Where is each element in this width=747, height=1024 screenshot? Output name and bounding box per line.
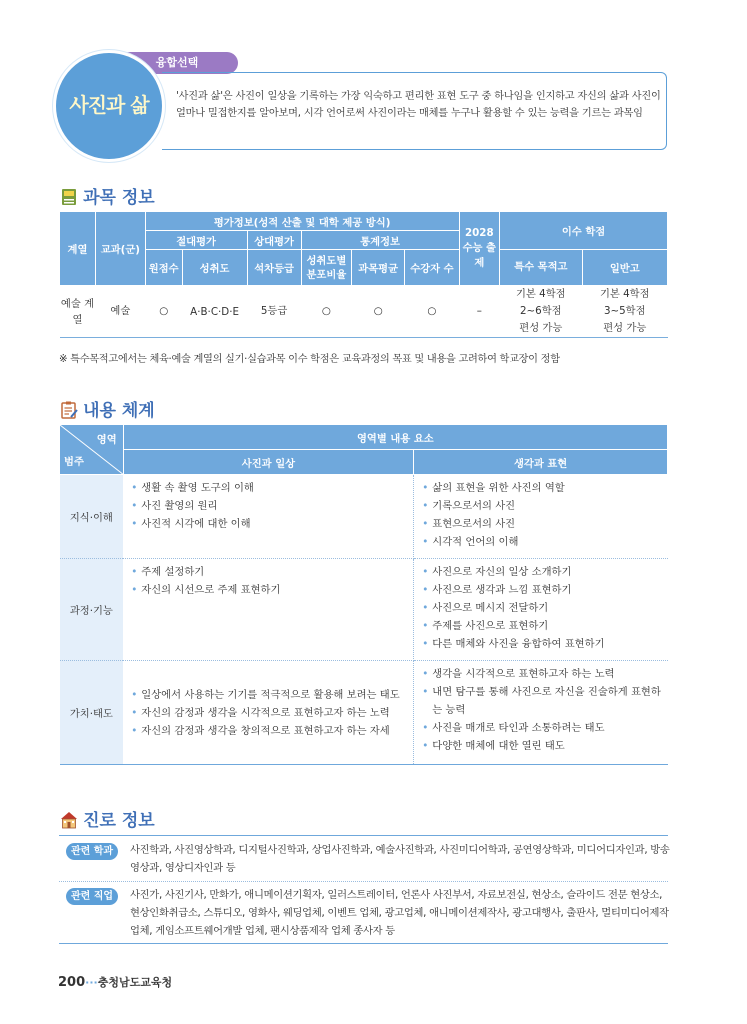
th-special: 특수 목적고 — [500, 250, 582, 286]
td-field: 예술 계열 — [60, 286, 96, 338]
list-item: • 일상에서 사용하는 기기를 적극적으로 활용해 보려는 태도 — [131, 686, 413, 704]
list-item: • 주제 설정하기 — [131, 563, 413, 581]
clipboard-icon — [60, 401, 78, 419]
content-system-table — [59, 424, 668, 765]
td-rank-grade: 5등급 — [247, 286, 301, 338]
list-item: • 표현으로서의 사진 — [422, 515, 667, 533]
th-relative: 상대평가 — [247, 231, 301, 250]
list-item: • 생각을 시각적으로 표현하고자 하는 노력 — [422, 665, 667, 683]
cell-col2 — [414, 559, 668, 661]
content-heading-wrap — [60, 396, 155, 421]
th-area-elements: 영역별 내용 요소 — [123, 425, 667, 450]
list-item: • 사진으로 메시지 전달하기 — [422, 599, 667, 617]
row-label: 가치·태도 — [60, 661, 124, 765]
th-raw-score: 원점수 — [145, 250, 182, 286]
list-item: • 사진을 매개로 타인과 소통하려는 태도 — [422, 719, 667, 737]
td-suneung: – — [459, 286, 500, 338]
td-course-avg: ○ — [352, 286, 405, 338]
list-item: • 자신의 시선으로 주제 표현하기 — [131, 581, 413, 599]
course-title: 사진과 삶 — [69, 93, 149, 117]
table-row — [60, 286, 668, 338]
related-job-badge: 관련 직업 — [66, 888, 118, 905]
list-item: • 삶의 표현을 위한 사진의 역할 — [422, 479, 667, 497]
career-divider — [59, 881, 668, 882]
th-field: 계열 — [60, 212, 96, 286]
cell-col2 — [414, 661, 668, 765]
list-item: • 기록으로서의 사진 — [422, 497, 667, 515]
list-item: • 사진으로 생각과 느낌 표현하기 — [422, 581, 667, 599]
career-top-line — [59, 835, 668, 836]
course-intro: '사진과 삶'은 사진이 일상을 기록하는 가장 익숙하고 편리한 표현 도구 중 하나임을 인지하고 자신의 삶과 사진이 얼마나 밀접한지를 알아보며, 시각 언어로써 사진이라는 매체를 누구나 활용할 수 있는 능력을 기르는 과목임 — [176, 91, 661, 119]
th-col2: 생각과 표현 — [414, 450, 668, 475]
td-achievement: A·B·C·D·E — [182, 286, 247, 338]
general-line-2: 3~5학점 — [603, 305, 646, 317]
th-suneung: 2028 수능 출제 — [459, 212, 500, 286]
list-item: • 자신의 감정과 생각을 창의적으로 표현하고자 하는 자세 — [131, 722, 413, 740]
th-stats: 통계정보 — [301, 231, 459, 250]
footer-separator: ··· — [85, 976, 98, 989]
special-line-1: 기본 4학점 — [515, 288, 566, 300]
school-icon — [60, 811, 78, 829]
table-row — [60, 475, 668, 559]
table-row — [60, 661, 668, 765]
table-row — [60, 559, 668, 661]
row-label: 지식·이해 — [60, 475, 124, 559]
related-job-text: 사진가, 사진기사, 만화가, 애니메이션기획자, 일러스트레이터, 언론사 사진부서, 자료보전실, 현상소, 슬라이드 전문 현상소, 현상인화취급소, 스튜디오, 영화사, 웨딩업체, 이벤트 업체, 광고업체, 애니메이션제작사, 광고대행사, 출판사, 멀티미디어제작업체, 게임소프트웨어개발 업체, 팬시상품제작 업체 종사자 등 — [130, 889, 669, 937]
corner-area: 영역 — [96, 434, 117, 446]
cell-col1 — [123, 661, 414, 765]
th-credits: 이수 학점 — [500, 212, 668, 250]
th-eval-info: 평가정보(성적 산출 및 대학 제공 방식) — [145, 212, 459, 231]
td-students: ○ — [405, 286, 459, 338]
special-line-3: 편성 가능 — [519, 322, 563, 334]
th-col1: 사진과 일상 — [123, 450, 414, 475]
list-item: • 자신의 감정과 생각을 시각적으로 표현하고자 하는 노력 — [131, 704, 413, 722]
td-achievement-ratio: ○ — [301, 286, 351, 338]
th-absolute: 절대평가 — [145, 231, 247, 250]
corner-category: 범주 — [64, 456, 84, 468]
page-footer — [58, 974, 172, 990]
cell-col1 — [123, 559, 414, 661]
th-students: 수강자 수 — [405, 250, 459, 286]
row-label: 과정·기능 — [60, 559, 124, 661]
book-icon — [60, 188, 78, 206]
td-raw-score: ○ — [145, 286, 182, 338]
list-item: • 사진으로 자신의 일상 소개하기 — [422, 563, 667, 581]
general-line-1: 기본 4학점 — [599, 288, 650, 300]
career-heading: 진로 정보 — [83, 811, 155, 831]
th-general: 일반고 — [582, 250, 667, 286]
publisher: 충청남도교육청 — [97, 976, 173, 989]
course-title-badge — [56, 53, 162, 159]
th-course-avg: 과목평균 — [352, 250, 405, 286]
content-heading: 내용 체계 — [83, 401, 155, 421]
elective-tag: 융합선택 — [116, 52, 238, 74]
th-subject-group: 교과(군) — [95, 212, 145, 286]
th-achievement-ratio: 성취도별 분포비율 — [301, 250, 351, 286]
corner-cell — [60, 425, 124, 475]
course-info-heading: 과목 정보 — [83, 188, 155, 208]
cell-col1 — [123, 475, 414, 559]
course-info-heading-wrap — [60, 183, 155, 208]
list-item: • 사진적 시각에 대한 이해 — [131, 515, 413, 533]
special-line-2: 2~6학점 — [519, 305, 562, 317]
th-rank-grade: 석차등급 — [247, 250, 301, 286]
td-general — [582, 286, 667, 338]
td-subject-group: 예술 — [95, 286, 145, 338]
list-item: • 생활 속 촬영 도구의 이해 — [131, 479, 413, 497]
list-item: • 주제를 사진으로 표현하기 — [422, 617, 667, 635]
course-info-note: ※ 특수목적고에서는 체육·예술 계열의 실기·실습과목 이수 학점은 교육과정의 목표 및 내용을 고려하여 학교장이 정함 — [59, 354, 560, 365]
career-bottom-line — [59, 943, 668, 944]
list-item: • 다른 매체와 사진을 융합하여 표현하기 — [422, 635, 667, 653]
related-dept-badge: 관련 학과 — [66, 843, 118, 860]
list-item: • 사진 촬영의 원리 — [131, 497, 413, 515]
general-line-3: 편성 가능 — [603, 322, 647, 334]
course-info-table — [59, 211, 668, 338]
career-heading-wrap — [60, 806, 155, 831]
td-special — [500, 286, 582, 338]
related-dept-text: 사진학과, 사진영상학과, 디지털사진학과, 상업사진학과, 예술사진학과, 사진미디어학과, 공연영상학과, 미디어디자인과, 방송영상과, 영상디자인과 등 — [130, 844, 670, 874]
list-item: • 내면 탐구를 통해 사진으로 자신을 진술하게 표현하는 능력 — [422, 683, 667, 719]
list-item: • 시각적 언어의 이해 — [422, 533, 667, 551]
th-achievement: 성취도 — [182, 250, 247, 286]
cell-col2 — [414, 475, 668, 559]
page-number: 200 — [58, 975, 86, 990]
list-item: • 다양한 매체에 대한 열린 태도 — [422, 737, 667, 755]
